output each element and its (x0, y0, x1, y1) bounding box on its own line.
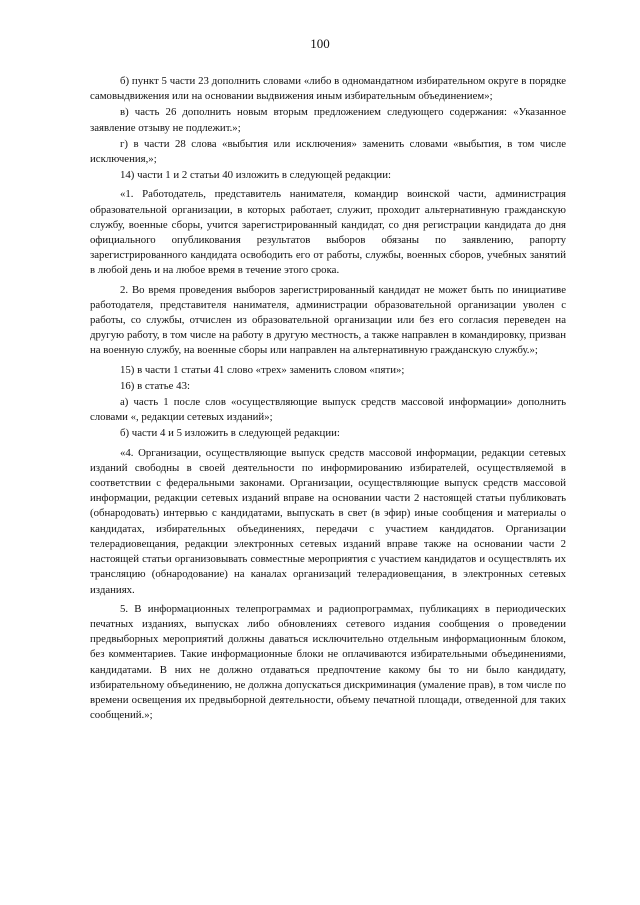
paragraph-item-a: а) часть 1 после слов «осуществляющие выпуск средств массовой информации» дополнить словами «, редакции сетевых изданий»; (90, 396, 566, 424)
paragraph-article-43-part-5: 5. В информационных телепрограммах и радиопрограммах, публикациях в периодических печатных изданиях, выпусках либо обновлениях сетевого издания сообщения о проведении предвыборных мероприятий должны даваться исключительно отдельным информационным блоком, без комментариев. Такие информационные блоки не оплачиваются избирательными объединениями, кандидатами. В них не должно отдаваться предпочтение какому бы то ни было кандидату, избирательному объединению, не должна допускаться дискриминация (умаление прав), в том числе по времени освещения их предвыборной деятельности, объему печатной площади, отведенной для таких сообщений.»; (90, 602, 566, 722)
paragraph-article-43-part-4: «4. Организации, осуществляющие выпуск средств массовой информации, редакции сетевых изданий свободны в своей деятельности по информированию избирателей, осуществляемой в соответствии с федеральными законами. Организации, осуществляющие выпуск средств массовой информации, редакции сетевых изданий вправе на основании части 2 настоящей статьи публиковать (обнародовать) интервью с кандидатами, выпускать в свет (в эфир) иные сообщения и материалы о кандидатах, избирательных объединениях, передачи с участием кандидатов. Организации телерадиовещания, редакции электронных сетевых изданий вправе также на основании части 2 настоящей статьи организовывать совместные мероприятия с участием кандидатов и осуществлять их трансляцию (обнародование) на каналах организаций телерадиовещания, в электронных сетевых изданиях. (90, 446, 566, 596)
paragraph-item-v: в) часть 26 дополнить новым вторым предложением следующего содержания: «Указанное заявление отзыву не подлежит.»; (90, 106, 566, 134)
paragraph-article-40-part-2: 2. Во время проведения выборов зарегистрированный кандидат не может быть по инициативе работодателя, представителя нанимателя, администрации образовательной организации уволен с работы, со службы, отчислен из образовательной организации или без его согласия переведен на другую работу, в том числе на работу в другую местность, а также направлен в командировку, призван на военную службу, на военные сборы или направлен на альтернативную гражданскую службу.»; (90, 283, 566, 357)
document-body (90, 74, 566, 727)
paragraph-item-14: 14) части 1 и 2 статьи 40 изложить в следующей редакции: (120, 169, 391, 182)
paragraph-item-16: 16) в статье 43: (120, 379, 190, 392)
paragraph-article-40-part-1: «1. Работодатель, представитель нанимателя, командир воинской части, администрация образовательной организации, в которых работает, служит, проходит альтернативную гражданскую службу, военные сборы, учится зарегистрированный кандидат, со дня регистрации кандидата до дня официального опубликования результатов выборов обязаны по заявлению, рапорту зарегистрированного кандидата освободить его от работы, службы, военных сборов, учебных занятий в любой день и на любое время в течение этого срока. (90, 188, 566, 277)
paragraph-item-15: 15) в части 1 статьи 41 слово «трех» заменить словом «пяти»; (120, 363, 405, 376)
paragraph-item-b: б) пункт 5 части 23 дополнить словами «либо в одномандатном избирательном округе в порядке самовыдвижения или на основании выдвижения иным избирательным объединением»; (90, 75, 566, 103)
page-number: 100 (310, 36, 330, 51)
paragraph-item-b-2: б) части 4 и 5 изложить в следующей редакции: (120, 427, 340, 440)
paragraph-item-g: г) в части 28 слова «выбытия или исключения» заменить словами «выбытия, в том числе исключения,»; (90, 137, 566, 166)
